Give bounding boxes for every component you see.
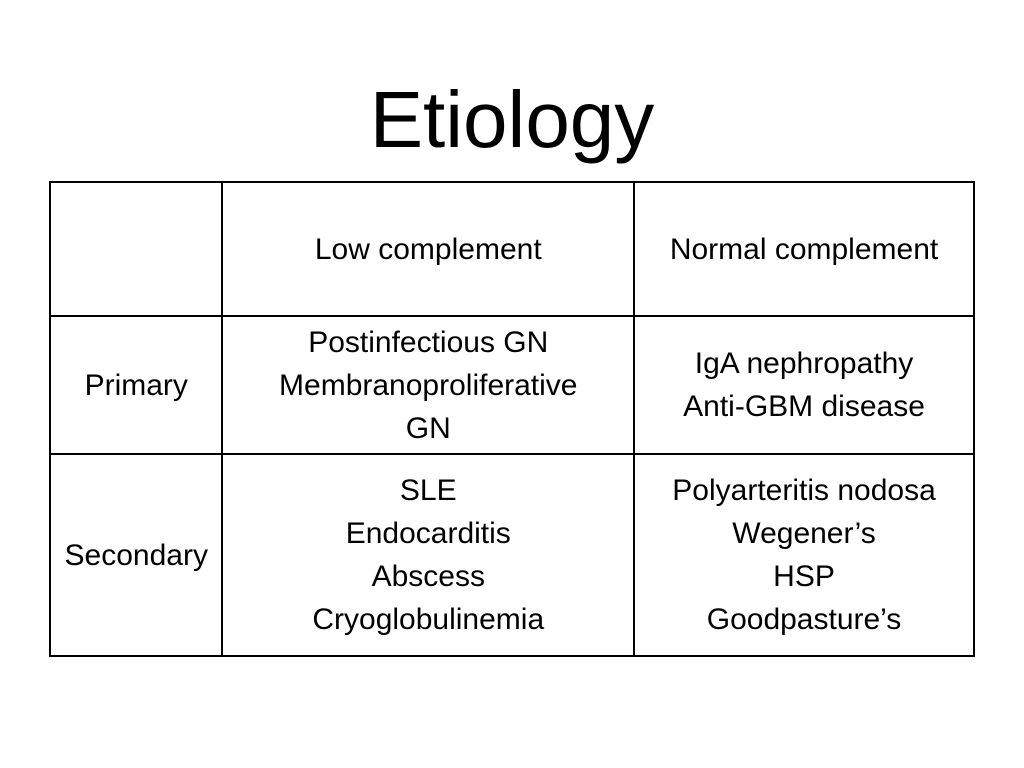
row-label-secondary-text: Secondary [64, 538, 208, 572]
cell-line: Anti-GBM disease [683, 390, 925, 423]
cell-line: Postinfectious GN [308, 325, 549, 359]
cell-line: Wegener’s [732, 517, 876, 550]
header-low-complement: Low complement [222, 182, 634, 316]
cell-line: SLE [399, 474, 457, 507]
cell-secondary-normal [634, 454, 974, 656]
cell-line: HSP [773, 560, 835, 593]
table-header-row [50, 182, 974, 316]
slide-title: Etiology [369, 75, 655, 164]
row-label-secondary [50, 454, 222, 656]
cell-primary-low [222, 316, 634, 454]
table-row-secondary [50, 454, 974, 656]
row-label-primary-text: Primary [84, 368, 188, 402]
table-row-primary [50, 316, 974, 454]
header-normal-complement: Normal complement [634, 182, 974, 316]
cell-line: Abscess [371, 560, 485, 593]
cell-line: Goodpasture’s [706, 603, 902, 636]
cell-line: GN [405, 411, 451, 445]
cell-primary-normal [634, 316, 974, 454]
cell-line: IgA nephropathy [694, 347, 914, 380]
cell-line: Polyarteritis nodosa [672, 474, 936, 507]
cell-line: Cryoglobulinemia [312, 603, 545, 636]
table-corner-cell [50, 182, 222, 316]
etiology-table [49, 181, 975, 657]
cell-secondary-low [222, 454, 634, 656]
row-label-primary [50, 316, 222, 454]
cell-line: Endocarditis [345, 517, 511, 550]
cell-line: Membranoproliferative [279, 368, 578, 402]
